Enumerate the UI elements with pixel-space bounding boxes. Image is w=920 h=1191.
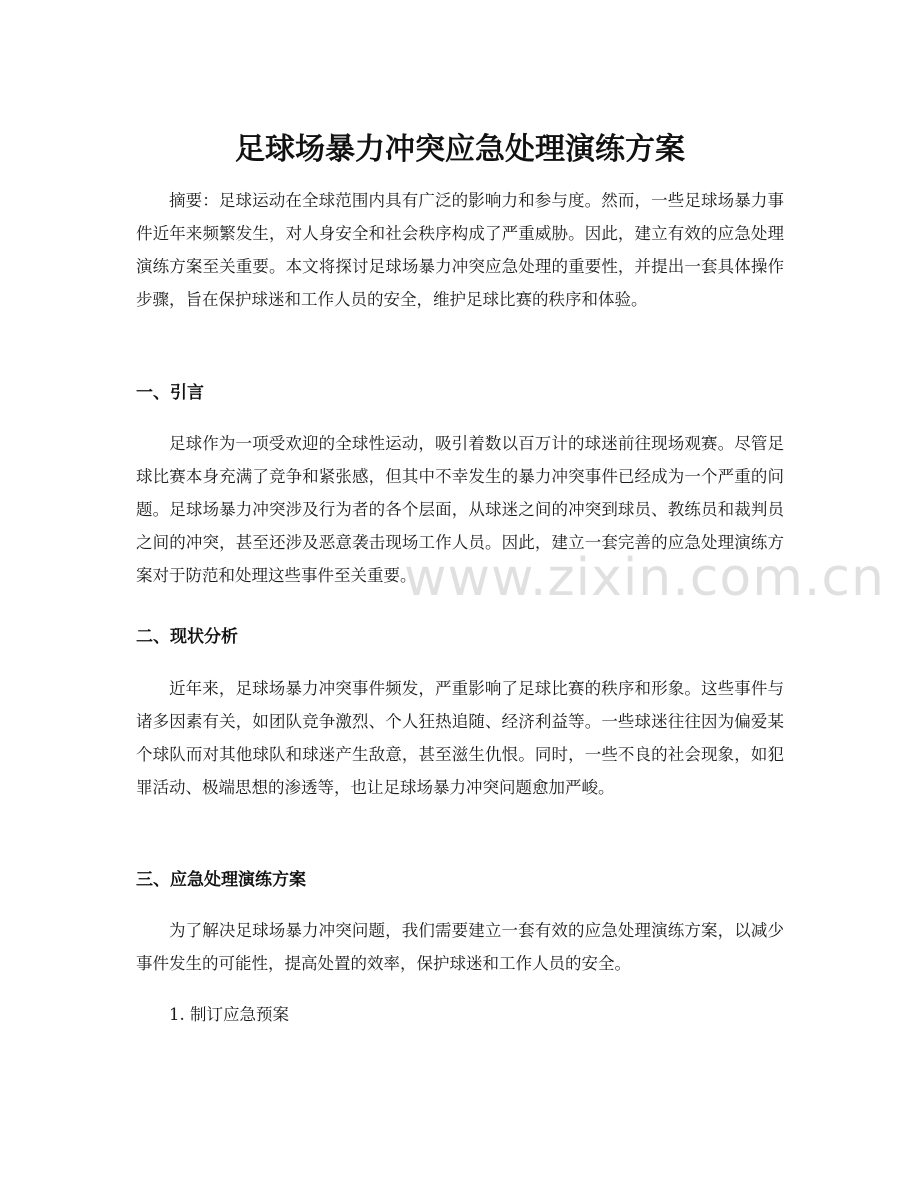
section-heading-emergency-plan: 三、应急处理演练方案 — [136, 870, 306, 890]
document-title: 足球场暴力冲突应急处理演练方案 — [235, 132, 685, 168]
section-heading-introduction: 一、引言 — [136, 383, 204, 403]
abstract-paragraph: 摘要：足球运动在全球范围内具有广泛的影响力和参与度。然而，一些足球场暴力事件近年来频繁发生，对人身安全和社会秩序构成了严重威胁。因此，建立有效的应急处理演练方案至关重要。本文将探讨足球场暴力冲突应急处理的重要性，并提出一套具体操作步骤，旨在保护球迷和工作人员的安全，维护足球比赛的秩序和体验。 — [136, 191, 784, 309]
list-item-emergency-preplan: 1. 制订应急预案 — [169, 1005, 289, 1024]
emergency-plan-paragraph: 为了解决足球场暴力冲突问题，我们需要建立一套有效的应急处理演练方案，以减少事件发生的可能性，提高处置的效率，保护球迷和工作人员的安全。 — [136, 921, 784, 973]
status-analysis-paragraph: 近年来，足球场暴力冲突事件频发，严重影响了足球比赛的秩序和形象。这些事件与诸多因素有关，如团队竞争激烈、个人狂热追随、经济利益等。一些球迷往往因为偏爱某个球队而对其他球队和球迷产生敌意，甚至滋生仇恨。同时，一些不良的社会现象，如犯罪活动、极端思想的渗透等，也让足球场暴力冲突问题愈加严峻。 — [136, 679, 784, 797]
section-heading-status-analysis: 二、现状分析 — [136, 627, 238, 647]
watermark: www.zixin.com.cn — [404, 548, 885, 608]
introduction-paragraph: 足球作为一项受欢迎的全球性运动，吸引着数以百万计的球迷前往现场观赛。尽管足球比赛本身充满了竞争和紧张感，但其中不幸发生的暴力冲突事件已经成为一个严重的问题。足球场暴力冲突涉及行为者的各个层面，从球迷之间的冲突到球员、教练员和裁判员之间的冲突，甚至还涉及恶意袭击现场工作人员。因此，建立一套完善的应急处理演练方案对于防范和处理这些事件至关重要。 — [136, 434, 784, 585]
